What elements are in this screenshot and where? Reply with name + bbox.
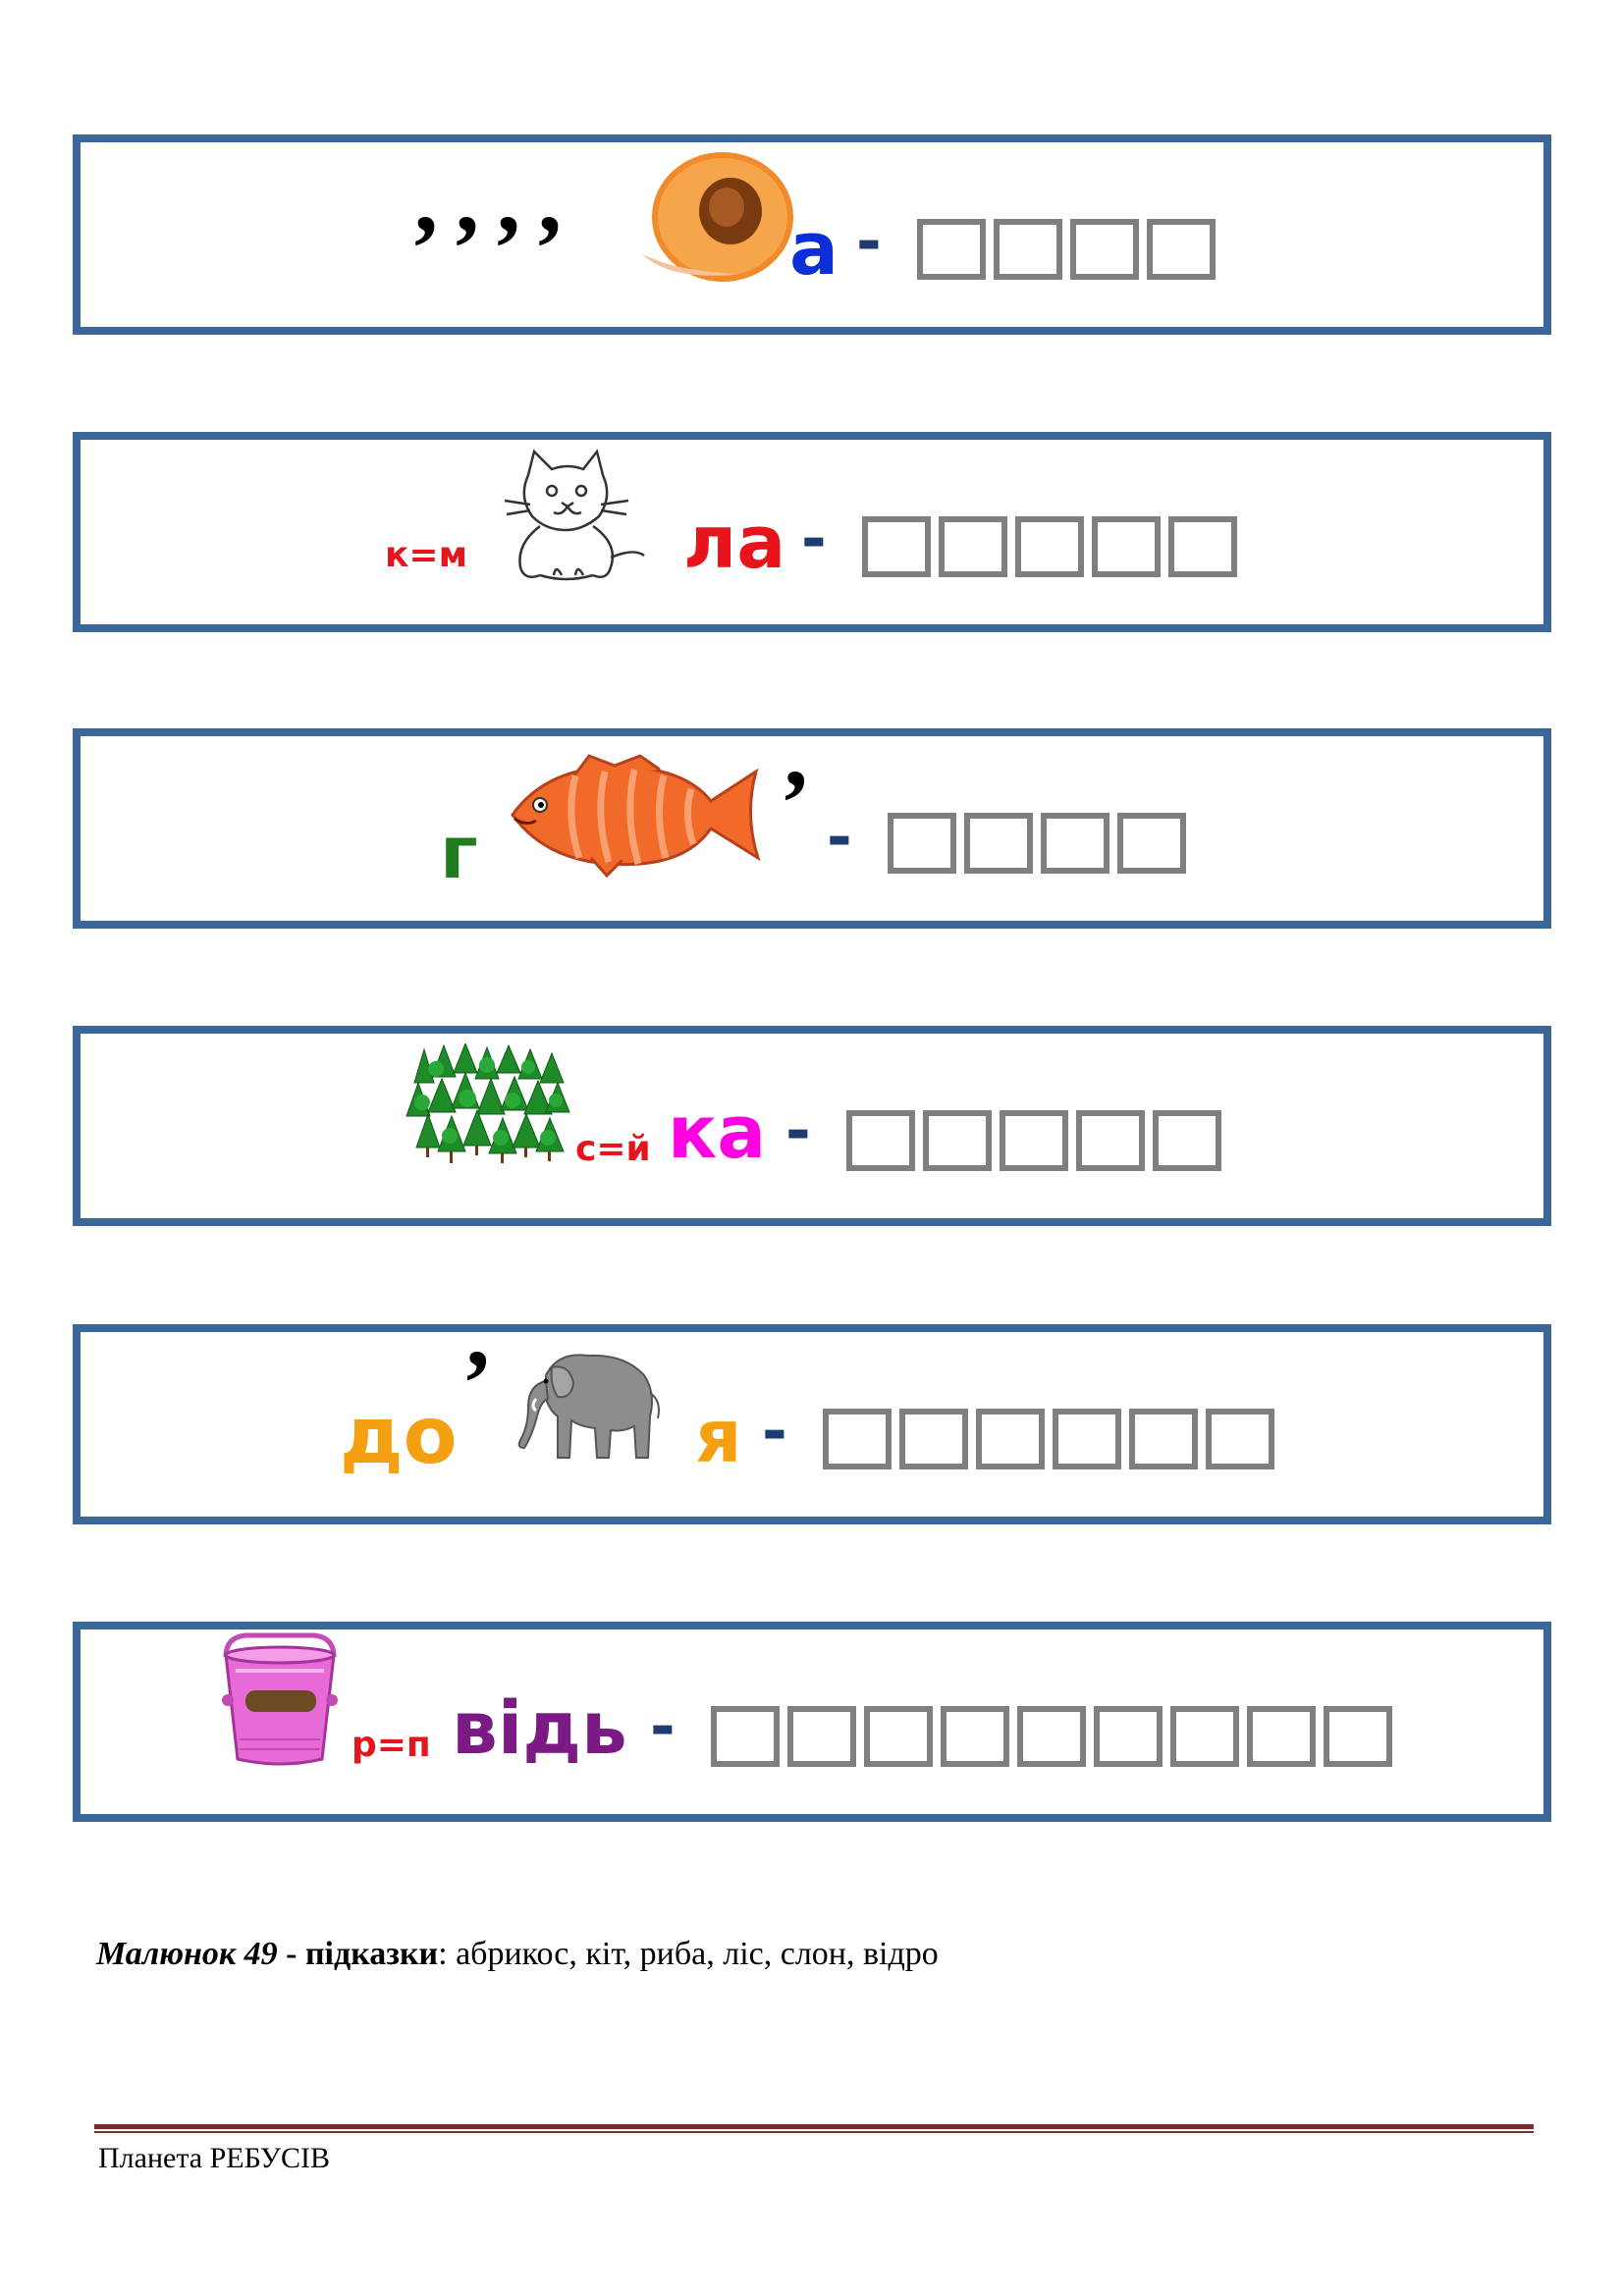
bucket-icon <box>216 1631 344 1769</box>
rebus-4-answer-boxes <box>846 1110 1221 1171</box>
answer-box[interactable] <box>823 1409 892 1469</box>
rebus-2-replace: к=м <box>385 535 468 575</box>
rebus-1-suffix: а <box>789 207 839 292</box>
answer-box[interactable] <box>1076 1110 1145 1171</box>
answer-box[interactable] <box>1053 1409 1121 1469</box>
answer-box[interactable] <box>1094 1706 1163 1767</box>
caption-hints-label: підказки <box>304 1936 439 1972</box>
answer-box[interactable] <box>864 1706 933 1767</box>
footer-divider <box>94 2124 1534 2129</box>
rebus-2-suffix: ла <box>683 501 786 585</box>
answer-box[interactable] <box>1324 1706 1392 1767</box>
rebus-4 <box>73 1026 1551 1226</box>
rebus-4-suffix: ка <box>668 1091 767 1175</box>
rebus-6-dash: - <box>650 1690 676 1762</box>
fish-icon <box>493 750 768 878</box>
caption-hints: : абрикос, кіт, риба, ліс, слон, відро <box>438 1936 939 1972</box>
cat-icon <box>491 446 648 593</box>
rebus-6-answer-boxes <box>711 1706 1392 1767</box>
answer-box[interactable] <box>1129 1409 1198 1469</box>
answer-box[interactable] <box>1153 1110 1221 1171</box>
rebus-1-answer-boxes <box>917 219 1216 280</box>
rebus-4-replace: с=й <box>575 1129 651 1169</box>
rebus-1-dash: - <box>856 205 882 277</box>
answer-box[interactable] <box>888 813 956 874</box>
rebus-1-commas: ,,,, <box>414 146 579 251</box>
answer-box[interactable] <box>976 1409 1045 1469</box>
caption-sep: - <box>277 1936 305 1972</box>
rebus-6-replace: р=п <box>352 1725 431 1765</box>
rebus-6-suffix: відь <box>452 1686 627 1771</box>
figure-caption <box>96 1936 939 1973</box>
caption-label: Малюнок 49 <box>96 1936 278 1972</box>
rebus-6 <box>73 1622 1551 1822</box>
rebus-5-dash: - <box>762 1395 787 1467</box>
answer-box[interactable] <box>1015 516 1084 577</box>
answer-box[interactable] <box>1247 1706 1316 1767</box>
answer-box[interactable] <box>787 1706 856 1767</box>
answer-box[interactable] <box>939 516 1007 577</box>
rebus-3-answer-boxes <box>888 813 1186 874</box>
answer-box[interactable] <box>862 516 931 577</box>
answer-box[interactable] <box>1041 813 1109 874</box>
rebus-3-dash: - <box>827 801 852 873</box>
answer-box[interactable] <box>1147 219 1216 280</box>
rebus-5-prefix: до <box>340 1390 458 1481</box>
rebus-5-comma: ’ <box>461 1330 493 1435</box>
answer-box[interactable] <box>1000 1110 1068 1171</box>
rebus-1 <box>73 134 1551 335</box>
answer-box[interactable] <box>1168 516 1237 577</box>
answer-box[interactable] <box>1206 1409 1274 1469</box>
answer-box[interactable] <box>1170 1706 1239 1767</box>
answer-box[interactable] <box>941 1706 1009 1767</box>
answer-box[interactable] <box>994 219 1062 280</box>
rebus-3-comma: ’ <box>780 750 811 855</box>
answer-box[interactable] <box>711 1706 780 1767</box>
rebus-2-answer-boxes <box>862 516 1237 577</box>
answer-box[interactable] <box>923 1110 992 1171</box>
apricot-icon <box>632 146 799 284</box>
footer-divider-thin <box>94 2131 1534 2133</box>
rebus-5-answer-boxes <box>823 1409 1274 1469</box>
rebus-5-suffix: я <box>695 1395 742 1479</box>
footer-text: Планета РЕБУСІВ <box>98 2142 331 2174</box>
answer-box[interactable] <box>1117 813 1186 874</box>
elephant-icon <box>507 1342 664 1469</box>
answer-box[interactable] <box>1070 219 1139 280</box>
answer-box[interactable] <box>1092 516 1161 577</box>
answer-box[interactable] <box>899 1409 968 1469</box>
rebus-4-dash: - <box>785 1095 811 1166</box>
rebus-2-dash: - <box>801 503 827 574</box>
answer-box[interactable] <box>1017 1706 1086 1767</box>
rebus-2 <box>73 432 1551 632</box>
answer-box[interactable] <box>964 813 1033 874</box>
answer-box[interactable] <box>917 219 986 280</box>
answer-box[interactable] <box>846 1110 915 1171</box>
forest-icon <box>403 1043 575 1167</box>
rebus-5 <box>73 1324 1551 1524</box>
rebus-3-prefix: г <box>440 811 478 895</box>
rebus-3 <box>73 728 1551 929</box>
